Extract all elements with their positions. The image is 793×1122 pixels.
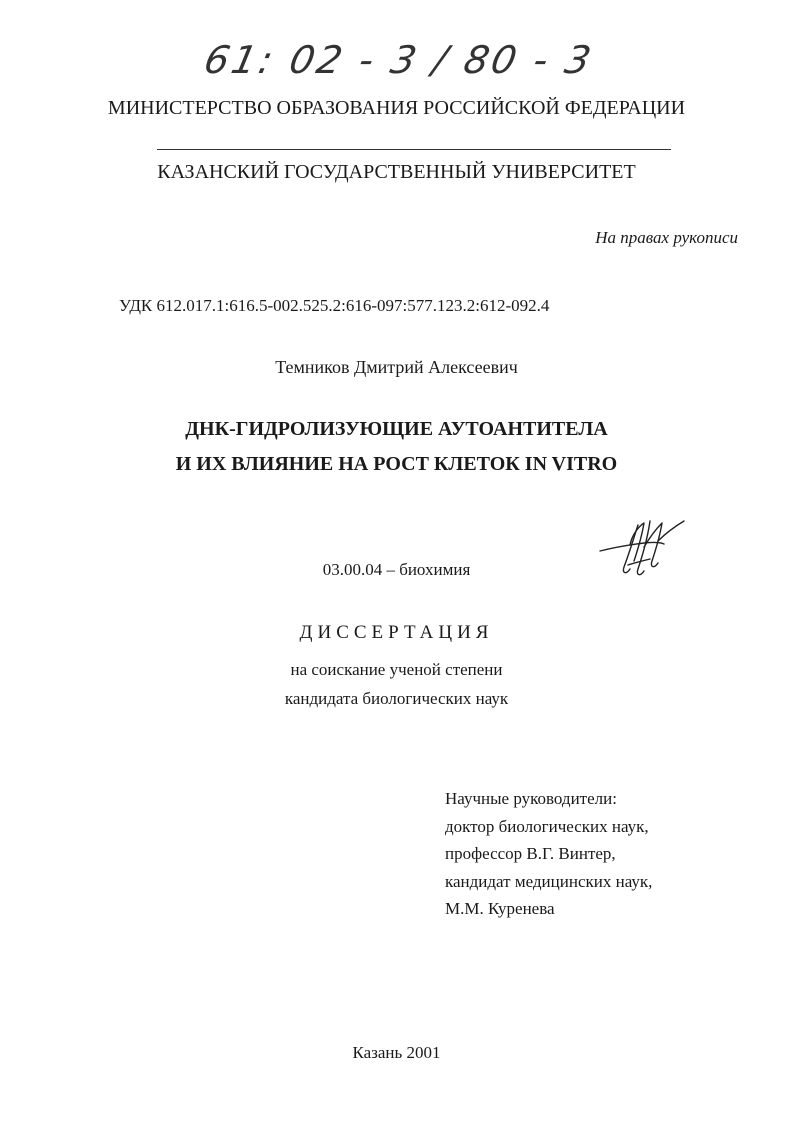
specialty: 03.00.04 – биохимия <box>322 560 471 579</box>
thesis-title-line-2: И ИХ ВЛИЯНИЕ НА РОСТ КЛЕТОК IN VITRO <box>175 453 618 475</box>
supervisor-line: доктор биологических наук, <box>445 816 649 836</box>
supervisors-heading: Научные руководители: <box>445 789 617 808</box>
supervisor-line: М.М. Куренева <box>445 899 555 918</box>
supervisor-line: профессор В.Г. Винтер, <box>445 844 616 863</box>
degree-line-1: на соискание ученой степени <box>290 660 503 679</box>
supervisor-line: кандидат медицинских наук, <box>445 871 653 891</box>
udc-code: УДК 612.017.1:616.5-002.525.2:616-097:577.123.2:612-092.4 <box>119 296 550 315</box>
header-divider <box>157 149 671 150</box>
archive-code: 61: 02 - 3 / 80 - 3 <box>200 38 598 82</box>
ministry-name: МИНИСТЕРСТВО ОБРАЗОВАНИЯ РОССИЙСКОЙ ФЕДЕРАЦИИ <box>107 97 686 119</box>
university-name: КАЗАНСКИЙ ГОСУДАРСТВЕННЫЙ УНИВЕРСИТЕТ <box>157 161 636 183</box>
manuscript-note: На правах рукописи <box>595 228 738 247</box>
document-type: ДИССЕРТАЦИЯ <box>299 622 494 643</box>
degree-line-2: кандидата биологических наук <box>284 689 509 708</box>
city-year: Казань 2001 <box>352 1043 441 1062</box>
supervisors-block <box>445 785 652 923</box>
author-name: Темников Дмитрий Алексеевич <box>275 357 518 377</box>
thesis-title-line-1: ДНК-ГИДРОЛИЗУЮЩИЕ АУТОАНТИТЕЛА <box>185 418 608 440</box>
